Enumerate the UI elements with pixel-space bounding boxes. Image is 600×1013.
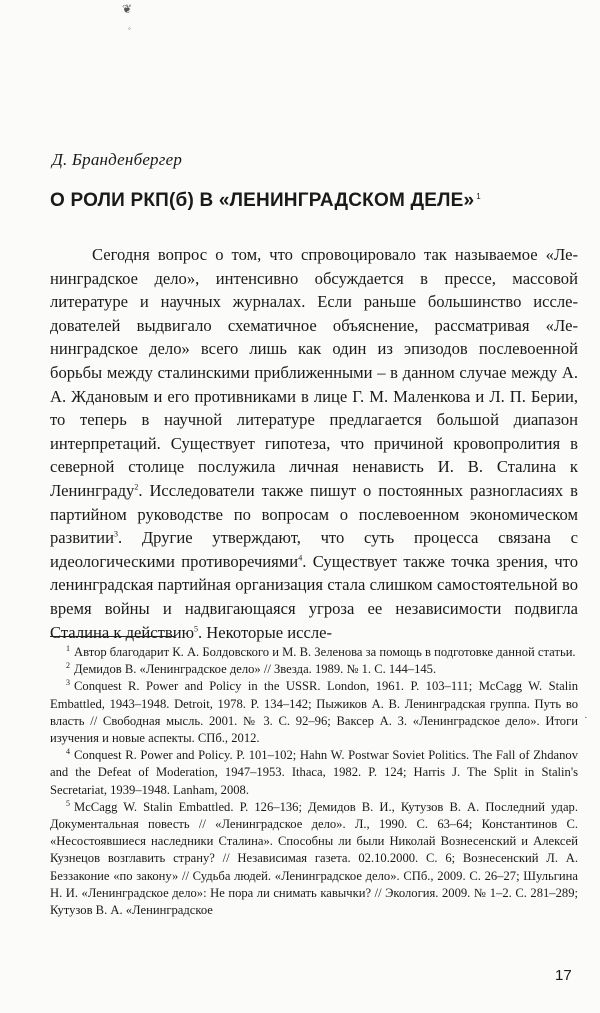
- footnote: [50, 799, 578, 919]
- article-title-text: О РОЛИ РКП(б) В «ЛЕНИНГРАДСКОМ ДЕЛЕ»: [50, 190, 475, 211]
- footnotes: [50, 644, 578, 919]
- author-name: Д. Бранденбергер: [52, 150, 183, 169]
- footnote-text: McCagg W. Stalin Embattled. P. 126–136; Демидов В. И., Кутузов В. А. Последний удар. Документальная повесть // «Ленинградское дело». Л., 1990. С. 63–64; Константинов С. «Несостоявшиеся наследники Сталина». Способны ли были Николай Вознесенский и Алексей Кузнецов возглавить страну? // Независимая газета. 02.10.2000. С. 6; Вознесенский Л. А. Беззаконие «по закону» // Судьба людей. «Ленинградское дело». СПб., 2009. С. 26–27; Шульгина Н. И. «Ленинградское дело»: Не пора ли снимать кавычки? // Экология. 2009. № 1–2. С. 281–289; Кутузов В. А. «Ленинградское: [50, 799, 578, 918]
- footnote: [50, 644, 578, 661]
- footnote-text: Conquest R. Power and Policy in the USSR. London, 1961. P. 103–111; McCagg W. Stalin Embattled, 1943–1948. Detroit, 1978. P. 134–142; Пыжиков А. В. Ленинградская группа. Путь во власть // Свободная мысль. 2001. № 3. С. 92–96; Ваксер А. З. «Ленинградское дело». Итоги изучения и новые аспекты. СПб., 2012.: [50, 679, 578, 746]
- scan-mark-icon: ❦: [122, 2, 133, 16]
- footnote-ref: 4: [298, 553, 303, 563]
- footnote-ref: 2: [134, 482, 139, 492]
- footnote-divider: [50, 636, 174, 637]
- footnote: [50, 678, 578, 747]
- footnote-number: 1: [66, 643, 70, 653]
- body-text-segment: . Некоторые иссле-: [198, 622, 333, 642]
- scan-mark-icon: ·: [584, 712, 588, 724]
- footnote: [50, 661, 578, 678]
- footnote-number: 4: [66, 747, 70, 757]
- footnote-text: Conquest R. Power and Policy. P. 101–102; Hahn W. Postwar Soviet Politics. The Fall of Zhdanov and the Defeat of Moderation, 1947–1953. Ithaca, 1982. P. 124; Harris J. The Split in Stalin's Secretariat, 1939–1948. Lanham, 2008.: [50, 748, 578, 797]
- footnote-number: 2: [66, 661, 70, 671]
- page-number: 17: [555, 967, 572, 984]
- body-text-segment: Сегодня вопрос о том, что спровоцировало так называемое «Ленинградское дело», интенсивно обсуждается в прессе, массовой литературе и научных журналах. Если раньше большинство исследователей выдвигало схематичное объяснение, рассматривая «Ленинградское дело» всего лишь как один из эпизодов послевоенной борьбы между сталинскими приближенными – в данном случае между А. А. Ждановым и его противниками в лице Г. М. Маленкова и Л. П. Берии, то теперь в научной литературе предлагается большой диапазон интерпретаций. Существует гипотеза, что причиной кровопролития в северной столице послужила личная ненависть И. В. Сталина к Ленинграду: [50, 245, 578, 500]
- article-title: [50, 190, 481, 212]
- body-text-segment: . Другие утверждают, что суть процесса связана с идеологическими противоречиями: [50, 528, 578, 571]
- body-text-segment: . Существует также точка зрения, что ленинградская партийная организация стала слишком самостоятельной во время войны и надвигающаяся угроза ее независимости подвигла Сталина к действию: [50, 551, 578, 642]
- footnote-text: Демидов В. «Ленинградское дело» // Звезда. 1989. № 1. С. 144–145.: [74, 662, 437, 677]
- footnote: [50, 747, 578, 799]
- footnote-ref: 1: [476, 191, 481, 201]
- footnote-number: 3: [66, 678, 70, 688]
- scan-mark-icon: ◦: [128, 24, 131, 33]
- footnote-ref: 3: [113, 529, 118, 539]
- body-text-segment: . Исследователи также пишут о постоянных разногласиях в партийном руководстве по вопросам о послевоенном экономическом развитии: [50, 480, 578, 548]
- footnote-text: Автор благодарит К. А. Болдовского и М. В. Зеленова за помощь в подготовке данной статьи.: [74, 645, 576, 659]
- footnote-ref: 5: [194, 623, 198, 633]
- footnote-number: 5: [66, 798, 70, 808]
- body-paragraph: [50, 243, 578, 644]
